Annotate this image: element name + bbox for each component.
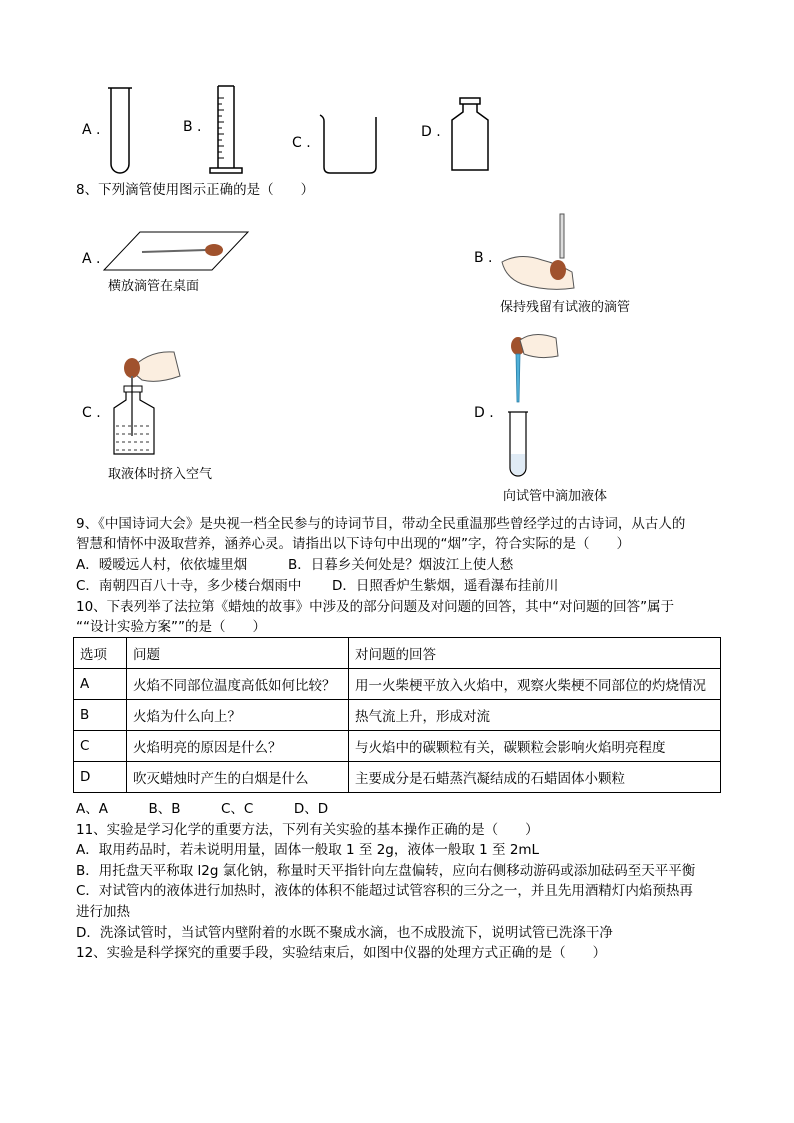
q7-option-d-label: D . [421,124,441,140]
table-cell: 主要成分是石蜡蒸汽凝结成的石蜡固体小颗粒 [349,762,721,793]
q8-option-d-caption: 向试管中滴加液体 [503,489,608,504]
q9-option-c: C．南朝四百八十寺，多少楼台烟雨中 [76,578,302,594]
table-header-cell: 选项 [74,638,127,669]
table-row [74,762,721,793]
dropper-on-table-icon [102,230,250,272]
q11-option-c-line-2: 进行加热 [76,904,130,920]
q8-option-c-caption: 取液体时挤入空气 [108,467,213,482]
table-row [74,700,721,731]
q11-option-c-line-1: C．对试管内的液体进行加热时，液体的体积不能超过试管容积的三分之一，并且先用酒精灯内焰预热再 [76,883,693,899]
table-cell: 火焰明亮的原因是什么？ [127,731,349,762]
table-cell: 热气流上升，形成对流 [349,700,721,731]
q10-answer-options: A、A B、B C、C D、D [76,801,329,817]
table-cell: C [74,731,127,762]
table-cell: 火焰为什么向上？ [127,700,349,731]
table-cell: 与火焰中的碳颗粒有关，碳颗粒会影响火焰明亮程度 [349,731,721,762]
q10-stem-line-1: 10、下表列举了法拉第《蜡烛的故事》中涉及的部分问题及对问题的回答，其中“对问题的回答”属于 [76,599,675,615]
q11-option-b: B．用托盘天平称取 l2g 氯化钠，称量时天平指针向左盘偏转，应向右侧移动游码或添加砝码至天平平衡 [76,863,696,879]
reagent-bottle-icon [448,96,492,174]
q8-option-b-label: B . [474,250,493,266]
table-header-cell: 问题 [127,638,349,669]
table-row [74,731,721,762]
q8-option-b-caption: 保持残留有试液的滴管 [500,300,631,315]
q9-option-d: D．日照香炉生紫烟，遥看瀑布挂前川 [332,578,559,594]
table-cell: A [74,669,127,700]
table-header-cell: 对问题的回答 [349,638,721,669]
table-cell: D [74,762,127,793]
q9-option-a: A．暧暧远人村，依依墟里烟 [76,557,248,573]
table-cell: 吹灭蜡烛时产生的白烟是什么 [127,762,349,793]
dropper-in-bottle-icon [108,346,184,460]
table-row [74,669,721,700]
q7-option-c-label: C . [292,135,311,151]
table-header-row [74,638,721,669]
table-cell: B [74,700,127,731]
table-cell: 火焰不同部位温度高低如何比较？ [127,669,349,700]
beaker-icon [318,113,380,175]
q10-table [73,637,721,793]
q8-option-a-caption: 横放滴管在桌面 [108,279,200,294]
q11-option-a: A．取用药品时，若未说明用量，固体一般取 1 至 2g，液体一般取 1 至 2mL [76,842,540,858]
q8-option-d-label: D . [474,405,494,421]
q8-option-a-label: A . [82,251,101,267]
q9-stem-line-1: 9、《中国诗词大会》是央视一档全民参与的诗词节目，带动全民重温那些曾经学过的古诗词，从古人的 [76,516,686,532]
q11-stem: 11、实验是学习化学的重要方法，下列有关实验的基本操作正确的是（ ） [76,822,539,838]
q8-option-c-label: C . [82,405,101,421]
q12-stem: 12、实验是科学探究的重要手段，实验结束后，如图中仪器的处理方式正确的是（ ） [76,945,607,961]
table-cell: 用一火柴梗平放入火焰中，观察火柴梗不同部位的灼烧情况 [349,669,721,700]
q9-option-b: B．日暮乡关何处是？烟波江上使人愁 [288,557,514,573]
q7-option-a-label: A . [82,122,101,138]
test-tube-icon [108,84,132,180]
q8-stem: 8、下列滴管使用图示正确的是（ ） [76,182,315,198]
q7-option-b-label: B . [183,119,202,135]
dropper-into-test-tube-icon [504,328,562,478]
q9-stem-line-2: 智慧和情怀中汲取营养，涵养心灵。请指出以下诗句中出现的“烟”字，符合实际的是（ ） [76,536,630,552]
graduated-cylinder-icon [208,84,248,176]
q11-option-d: D．洗涤试管时，当试管内壁附着的水既不聚成水滴，也不成股流下，说明试管已洗涤干净 [76,925,613,941]
q10-stem-line-2: ““设计实验方案””的是（ ） [76,619,266,635]
hand-holding-dropper-icon [500,212,584,294]
